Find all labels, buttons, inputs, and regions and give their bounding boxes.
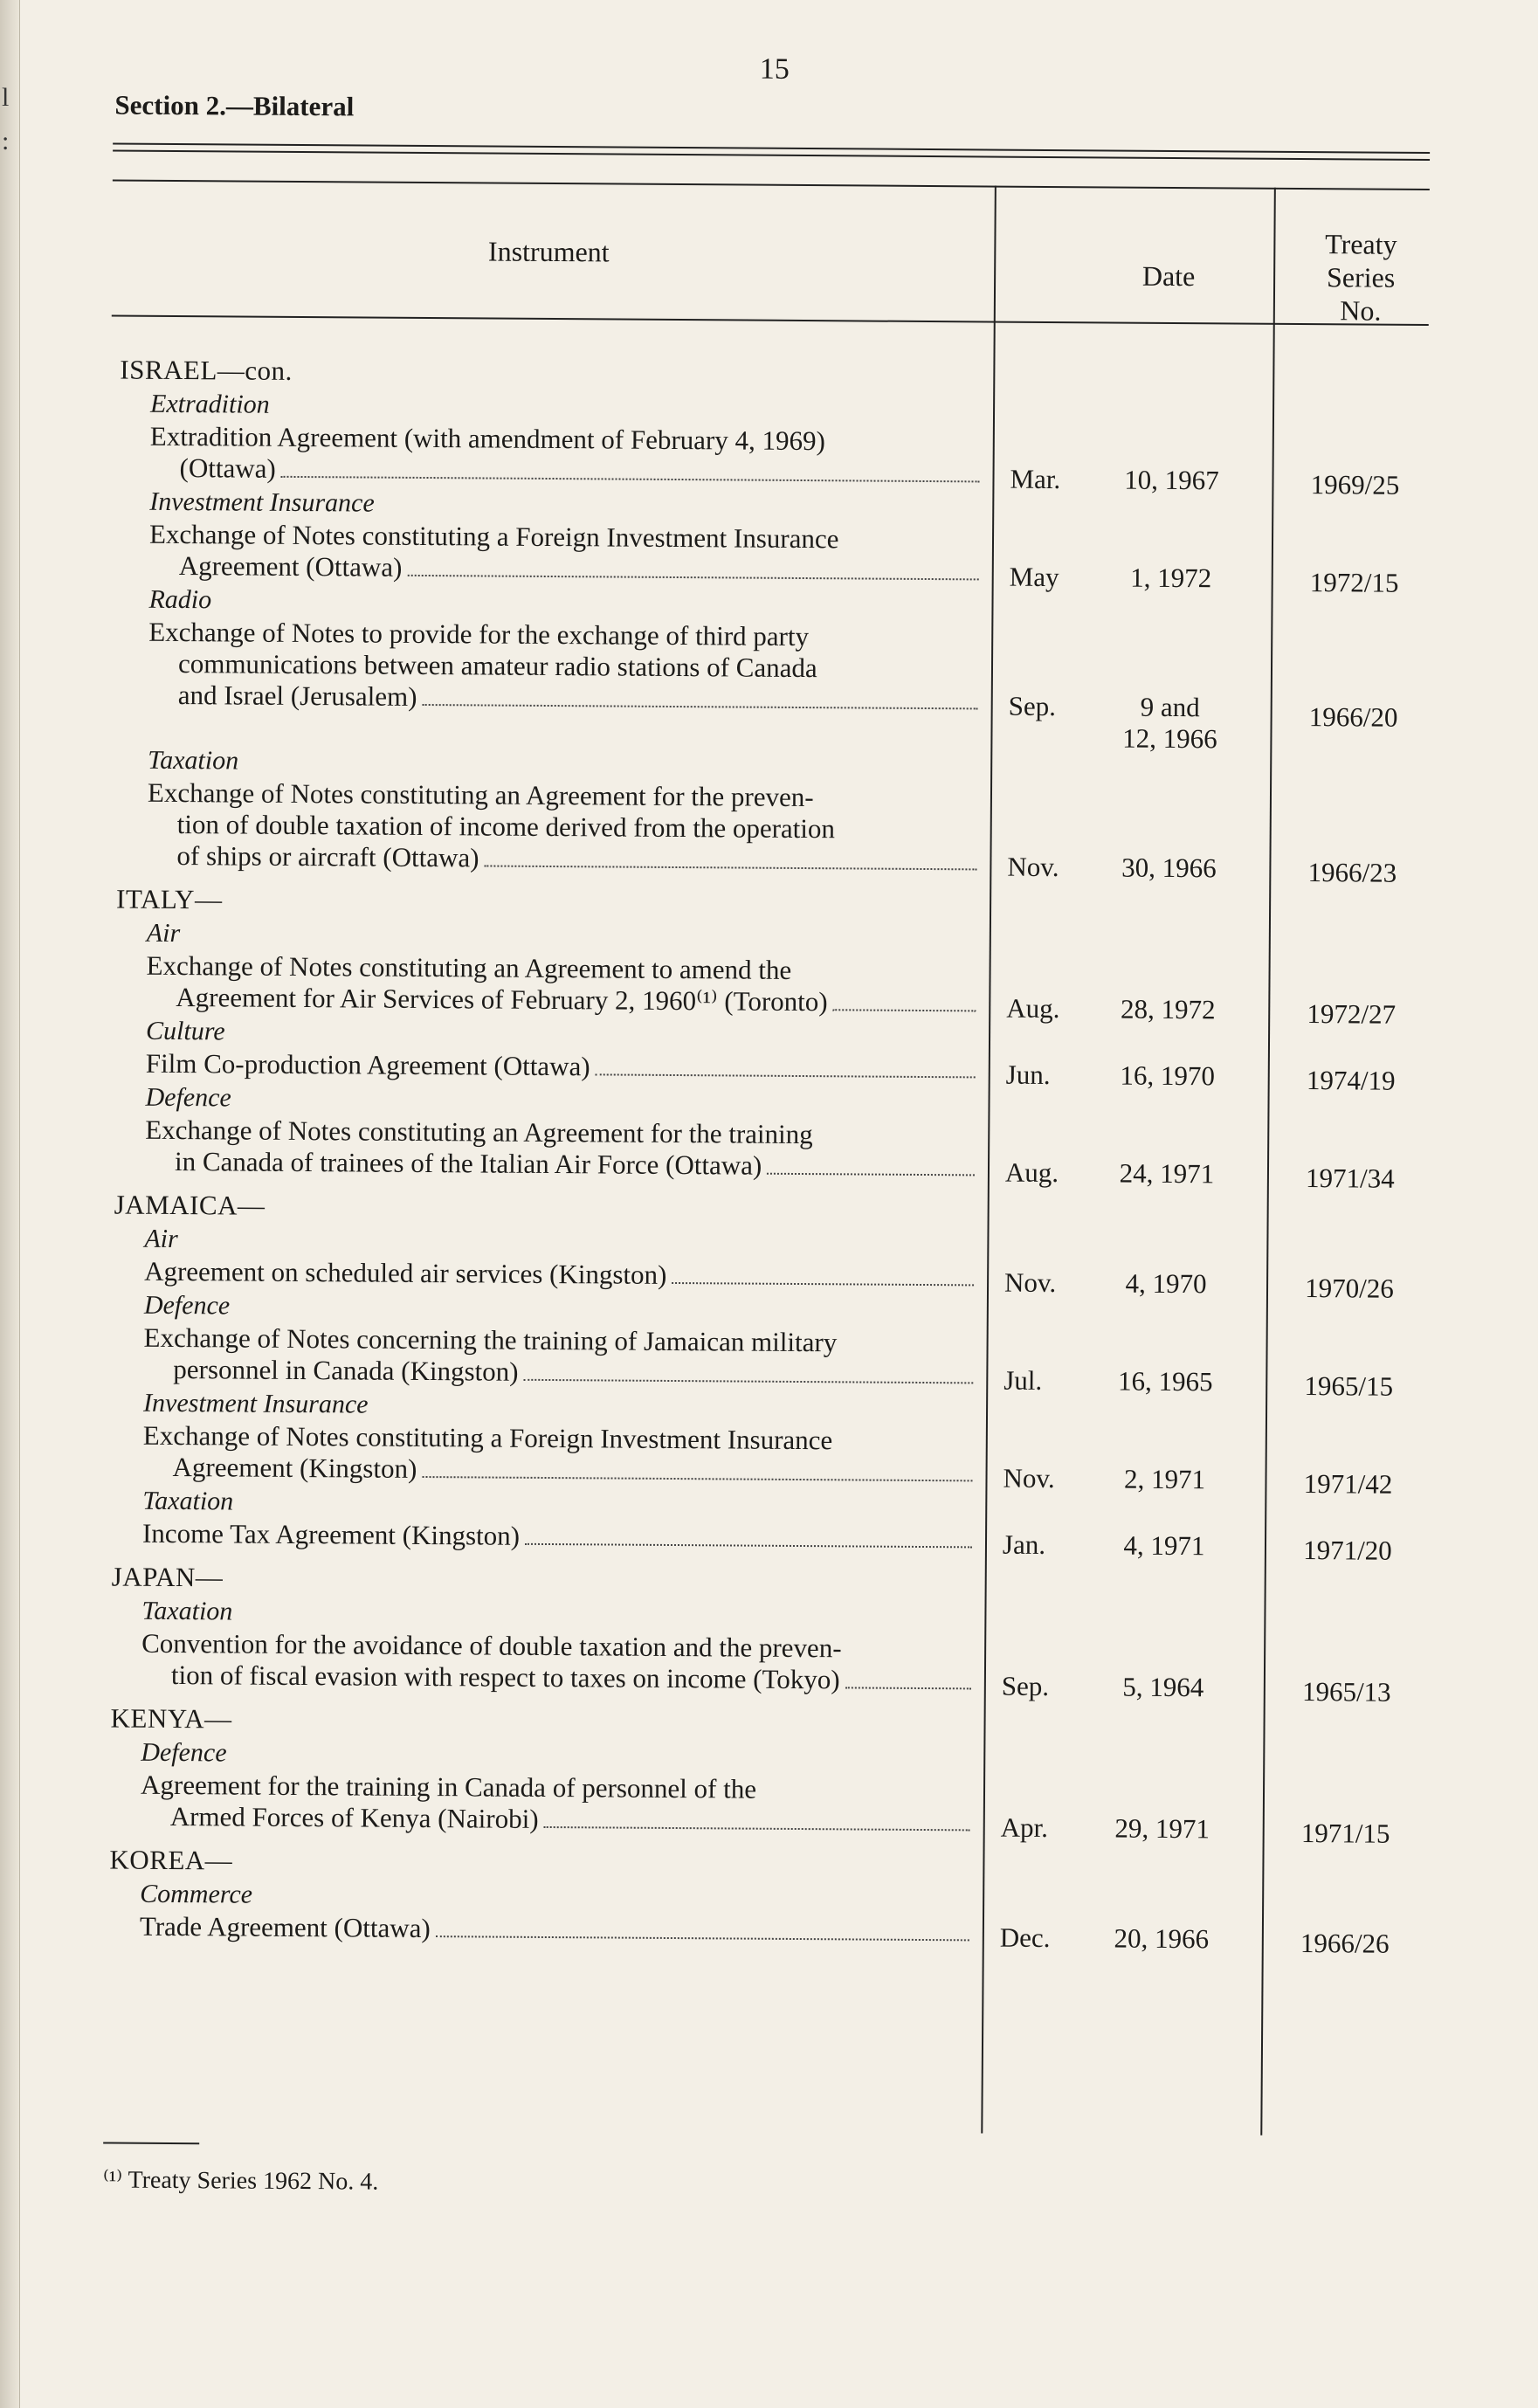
date-day-year <box>1103 1463 1225 1495</box>
instrument-line: Exchange of Notes constituting an Agreement to amend the <box>146 949 792 985</box>
instrument-entry <box>149 519 979 588</box>
date-day-year <box>1107 993 1229 1025</box>
subject-heading: Investment Insurance <box>142 1388 369 1419</box>
date-day-year <box>1110 464 1232 496</box>
instrument-line <box>148 680 978 717</box>
date-month: Nov. <box>1007 851 1059 883</box>
date-month: Nov. <box>1003 1266 1057 1299</box>
dot-leader <box>845 1687 971 1689</box>
instrument-line: Exchange of Notes constituting a Foreign Investment Insurance <box>148 518 839 555</box>
date-day-year <box>1105 1267 1227 1300</box>
date-line: 16, 1970 <box>1120 1059 1216 1092</box>
subject-heading: Extradition <box>149 389 270 419</box>
instrument-line: tion of double taxation of income derived from the operation <box>176 809 836 845</box>
date-month: Mar. <box>1010 463 1061 495</box>
date-line: 10, 1967 <box>1124 464 1219 496</box>
dot-leader <box>484 865 976 870</box>
treaty-series-number: 1972/27 <box>1307 998 1397 1030</box>
date-line: 28, 1972 <box>1120 993 1216 1025</box>
header-top-rule <box>113 179 1430 190</box>
treaty-series-number: 1971/42 <box>1303 1468 1393 1500</box>
instrument-line <box>146 1048 976 1086</box>
date-day-year <box>1106 1157 1228 1190</box>
instrument-text: Agreement (Ottawa) <box>178 550 403 583</box>
date-day-year <box>1108 691 1231 755</box>
date-day-year <box>1110 562 1232 594</box>
dot-leader <box>544 1826 970 1831</box>
instrument-entry <box>146 1048 976 1086</box>
instrument-entry <box>143 1322 973 1391</box>
instrument-line <box>143 1354 973 1391</box>
country-heading: KOREA— <box>109 1844 233 1876</box>
tsn-column-divider <box>1260 188 1276 2135</box>
treaty-series-number: 1966/20 <box>1308 701 1398 733</box>
date-month: May <box>1009 561 1059 593</box>
subject-heading: Taxation <box>141 1596 233 1626</box>
instrument-text: in Canada of trainees of the Italian Air Force (Ottawa) <box>174 1146 762 1181</box>
date-month: Apr. <box>1000 1811 1049 1844</box>
instrument-line: Agreement for the training in Canada of personnel of the <box>140 1769 757 1804</box>
dot-leader <box>281 476 980 483</box>
country-heading: KENYA— <box>110 1702 232 1735</box>
treaty-series-number: 1966/23 <box>1307 857 1397 888</box>
instrument-line <box>140 1911 969 1949</box>
page-gutter <box>0 0 20 2408</box>
dot-leader <box>833 1009 976 1011</box>
instrument-line <box>145 1146 975 1183</box>
instrument-text: Film Co-production Agreement (Ottawa) <box>145 1047 590 1082</box>
treaty-series-number: 1965/13 <box>1301 1676 1391 1708</box>
date-month: Aug. <box>1006 992 1060 1025</box>
dot-leader <box>422 704 977 709</box>
date-month: Jul. <box>1003 1364 1043 1396</box>
instrument-entry <box>140 1911 969 1949</box>
treaty-series-number: 1965/15 <box>1304 1370 1394 1402</box>
date-day-year <box>1102 1671 1224 1703</box>
subject-heading: Taxation <box>142 1486 234 1516</box>
instrument-entry <box>144 1256 974 1294</box>
date-day-year <box>1107 1059 1229 1092</box>
instrument-entry <box>146 950 976 1019</box>
instrument-entry <box>149 421 979 490</box>
instrument-line <box>146 982 976 1019</box>
dot-leader <box>525 1543 972 1549</box>
instrument-entry <box>142 1420 972 1489</box>
instrument-text: Agreement for Air Services of February 2, 1960⁽¹⁾ (Toronto) <box>176 982 828 1018</box>
footnote: ⁽¹⁾ Treaty Series 1962 No. 4. <box>102 2166 379 2196</box>
date-day-year <box>1100 1922 1223 1955</box>
date-day-year <box>1101 1812 1224 1845</box>
date-line: 5, 1964 <box>1122 1671 1204 1703</box>
date-month: Nov. <box>1003 1462 1055 1494</box>
treaty-list <box>50 354 1447 1959</box>
date-day-year <box>1103 1529 1225 1562</box>
treaty-series-number: 1972/15 <box>1309 567 1399 598</box>
instrument-line <box>142 1518 972 1556</box>
dot-leader <box>422 1476 972 1481</box>
date-month: Aug. <box>1004 1156 1059 1189</box>
instrument-entry <box>141 1770 970 1839</box>
date-line: 20, 1966 <box>1114 1922 1210 1955</box>
instrument-line: Exchange of Notes constituting a Foreign Investment Insurance <box>142 1419 833 1456</box>
date-line: 4, 1971 <box>1123 1529 1205 1562</box>
instrument-line <box>149 550 979 588</box>
instrument-text: and Israel (Jerusalem) <box>177 680 417 712</box>
date-line: 2, 1971 <box>1123 1463 1206 1495</box>
tsn-column-header: Treaty Series No. <box>1325 228 1397 327</box>
date-month: Sep. <box>1001 1670 1050 1702</box>
subject-heading: Taxation <box>148 745 239 776</box>
subject-heading: Investment Insurance <box>149 486 375 518</box>
subject-heading: Defence <box>145 1082 231 1113</box>
country-heading: JAMAICA— <box>114 1189 266 1221</box>
date-line: 4, 1970 <box>1125 1267 1207 1300</box>
subject-heading: Commerce <box>140 1879 253 1909</box>
instrument-line <box>144 1256 974 1294</box>
date-line: 1, 1972 <box>1130 562 1212 594</box>
instrument-line: Exchange of Notes constituting an Agreement for the training <box>145 1114 813 1150</box>
instrument-line: communications between amateur radio stations of Canada <box>177 648 817 684</box>
instrument-line <box>147 840 976 878</box>
date-month: Jun. <box>1005 1059 1051 1091</box>
instrument-line: Exchange of Notes constituting an Agreement for the preven- <box>147 776 814 813</box>
instrument-line <box>142 1452 972 1489</box>
instrument-text: personnel in Canada (Kingston) <box>173 1354 519 1387</box>
instrument-entry <box>142 1518 972 1556</box>
instrument-text: Trade Agreement (Ottawa) <box>139 1910 431 1944</box>
instrument-line <box>141 1801 970 1839</box>
date-line: 16, 1965 <box>1117 1365 1213 1397</box>
header-bottom-rule <box>112 314 1429 326</box>
treaty-series-number: 1971/20 <box>1303 1535 1392 1566</box>
subject-heading: Air <box>146 918 181 949</box>
treaty-series-number: 1969/25 <box>1310 469 1400 500</box>
instrument-entry <box>148 617 979 717</box>
instrument-text: Armed Forces of Kenya (Nairobi) <box>169 1800 539 1834</box>
date-day-year <box>1107 852 1230 884</box>
date-column-header: Date <box>1141 259 1196 293</box>
instrument-entry <box>147 777 977 878</box>
subject-heading: Radio <box>148 584 212 615</box>
date-line: 29, 1971 <box>1114 1812 1210 1845</box>
instrument-column-header: Instrument <box>487 235 610 268</box>
document-page <box>36 39 1450 2372</box>
date-column-divider <box>981 186 997 2134</box>
instrument-entry <box>141 1628 971 1697</box>
treaty-series-number: 1974/19 <box>1306 1065 1396 1096</box>
dot-leader <box>767 1173 975 1176</box>
date-line: 9 and <box>1140 691 1200 723</box>
instrument-text: of ships or aircraft (Ottawa) <box>176 840 479 873</box>
page-number: 15 <box>759 52 790 86</box>
date-line: 30, 1966 <box>1121 852 1217 884</box>
country-heading: JAPAN— <box>111 1561 224 1593</box>
instrument-line <box>149 452 979 490</box>
dot-leader <box>596 1073 976 1078</box>
instrument-text: Agreement (Kingston) <box>172 1452 417 1484</box>
instrument-line: Extradition Agreement (with amendment of February 4, 1969) <box>149 420 826 457</box>
instrument-text: tion of fiscal evasion with respect to taxes on income (Tokyo) <box>170 1659 840 1695</box>
subject-heading: Defence <box>141 1737 227 1768</box>
subject-heading: Air <box>144 1224 178 1254</box>
instrument-line: Exchange of Notes to provide for the exchange of third party <box>148 616 810 652</box>
dot-leader <box>523 1379 973 1384</box>
subject-heading: Defence <box>143 1290 231 1321</box>
date-month: Sep. <box>1008 690 1057 722</box>
dot-leader <box>407 575 978 581</box>
date-line: 24, 1971 <box>1119 1157 1215 1190</box>
gutter-mark: l <box>2 83 10 112</box>
country-heading: ISRAEL—con. <box>120 354 293 386</box>
instrument-line: Convention for the avoidance of double taxation and the preven- <box>141 1627 842 1664</box>
gutter-mark: : <box>2 127 10 155</box>
treaty-series-number: 1966/26 <box>1300 1928 1390 1959</box>
country-heading: ITALY— <box>116 883 223 915</box>
instrument-text: Agreement on scheduled air services (Kingston) <box>144 1255 667 1290</box>
dot-leader <box>672 1282 974 1286</box>
treaty-series-number: 1971/15 <box>1300 1818 1390 1849</box>
instrument-text: Income Tax Agreement (Kingston) <box>141 1517 521 1551</box>
date-month: Dec. <box>999 1922 1051 1954</box>
footnote-rule <box>103 2142 199 2144</box>
instrument-entry <box>145 1114 975 1183</box>
subject-heading: Culture <box>145 1016 225 1046</box>
date-line: 12, 1966 <box>1122 722 1217 755</box>
treaty-series-number: 1970/26 <box>1305 1273 1394 1304</box>
instrument-line: Exchange of Notes concerning the training of Jamaican military <box>143 1321 838 1358</box>
instrument-text: (Ottawa) <box>179 452 276 484</box>
dot-leader <box>436 1935 969 1941</box>
date-month: Jan. <box>1002 1528 1046 1560</box>
treaty-series-number: 1971/34 <box>1305 1163 1395 1194</box>
date-day-year <box>1104 1365 1226 1397</box>
instrument-line <box>141 1659 971 1697</box>
section-title: Section 2.—Bilateral <box>114 89 355 122</box>
